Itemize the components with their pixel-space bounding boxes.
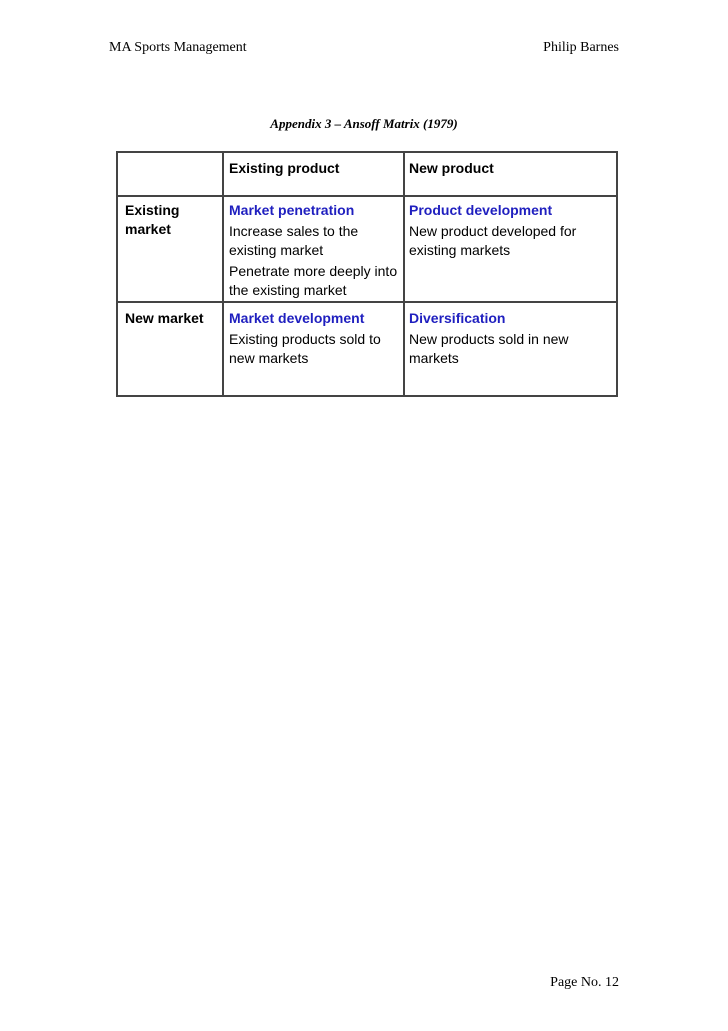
header-course-title: MA Sports Management	[109, 40, 247, 55]
cell-heading: Diversification	[409, 310, 506, 326]
row-label-existing-market: Existing market	[125, 202, 180, 237]
column-divider-2	[403, 153, 405, 395]
column-divider-1	[222, 153, 224, 395]
cell-text: Existing products sold to new markets	[229, 331, 381, 366]
cell-product-development	[409, 201, 609, 260]
cell-text: New products sold in new markets	[409, 331, 569, 366]
cell-heading: Market development	[229, 310, 365, 326]
row-divider-1	[118, 195, 616, 197]
cell-text: New product developed for existing markets	[409, 223, 577, 258]
cell-heading: Market penetration	[229, 202, 355, 218]
page-number: Page No. 12	[550, 975, 619, 990]
cell-text: Penetrate more deeply into the existing market	[229, 263, 398, 298]
cell-text: Increase sales to the existing market	[229, 223, 359, 258]
cell-market-penetration	[229, 201, 399, 300]
appendix-title: Appendix 3 – Ansoff Matrix (1979)	[270, 116, 458, 131]
cell-heading: Product development	[409, 202, 553, 218]
col-header-existing-product: Existing product	[229, 160, 340, 176]
row-divider-2	[118, 301, 616, 303]
cell-market-development	[229, 309, 399, 368]
col-header-new-product: New product	[409, 160, 494, 176]
cell-diversification	[409, 309, 609, 368]
header-author: Philip Barnes	[543, 40, 619, 55]
ansoff-matrix-table	[116, 151, 618, 397]
row-label-new-market: New market	[125, 310, 204, 326]
